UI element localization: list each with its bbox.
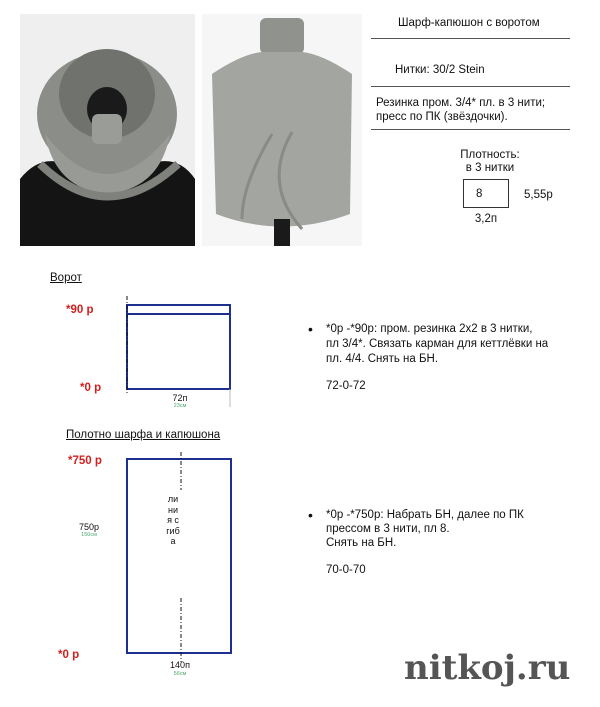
yarn-info: Нитки: 30/2 Stein (395, 64, 485, 76)
scarf-instruction-1: *0р -*750р: Набрать БН, далее по ПК (326, 509, 524, 521)
gauge-subtitle: в 3 нитки (465, 162, 515, 174)
stitch-line-2: пресс по ПК (звёздочки). (376, 111, 508, 123)
stitch-line-1: Резинка пром. 3/4* пл. в 3 нити; (376, 97, 546, 109)
gauge-width: 3,2п (474, 213, 498, 225)
scarf-instruction-3: Снять на БН. (326, 537, 397, 549)
gauge-sts: 5,55р (524, 189, 553, 201)
collar-width-sts: 72п (172, 393, 188, 403)
scarf-top-row-label: *750 р (68, 455, 102, 467)
bullet: • (308, 507, 313, 523)
collar-width-cm: 23см (173, 403, 187, 409)
bullet: • (308, 321, 313, 337)
gauge-title: Плотность: (460, 149, 520, 161)
scarf-needles: 70-0-70 (326, 564, 366, 576)
gauge-rows: 8 (476, 187, 483, 200)
collar-top-row-label: *90 р (66, 304, 94, 316)
collar-bottom-row-label: *0 р (80, 382, 102, 394)
collar-instruction-3: пл. 4/4. Снять на БН. (326, 353, 439, 365)
scarf-rectangle (127, 459, 231, 653)
collar-instruction-1: *0р -*90р: пром. резинка 2х2 в 3 нитки, (326, 323, 533, 335)
site-watermark: nitkoj.ru (404, 648, 571, 688)
scarf-bottom-row-label: *0 р (58, 649, 80, 661)
scarf-instruction-2: прессом в 3 нити, пл 8. (326, 523, 450, 535)
collar-section-title: Ворот (50, 272, 82, 284)
fold-line-label: линия сгиба (166, 494, 180, 546)
scarf-height-rows: 750р (78, 522, 100, 532)
collar-needles: 72-0-72 (326, 380, 366, 392)
collar-instruction-2: пл 3/4*. Связать карман для кеттлёвки на (326, 338, 549, 350)
scarf-height-cm: 150см (81, 532, 97, 538)
scarf-section-title: Полотно шарфа и капюшона (66, 429, 221, 441)
collar-rectangle (127, 305, 230, 389)
pattern-title: Шарф-капюшон с воротом (398, 17, 540, 29)
scarf-width-sts: 140п (170, 660, 190, 670)
scarf-width-cm: 56см (173, 671, 187, 677)
